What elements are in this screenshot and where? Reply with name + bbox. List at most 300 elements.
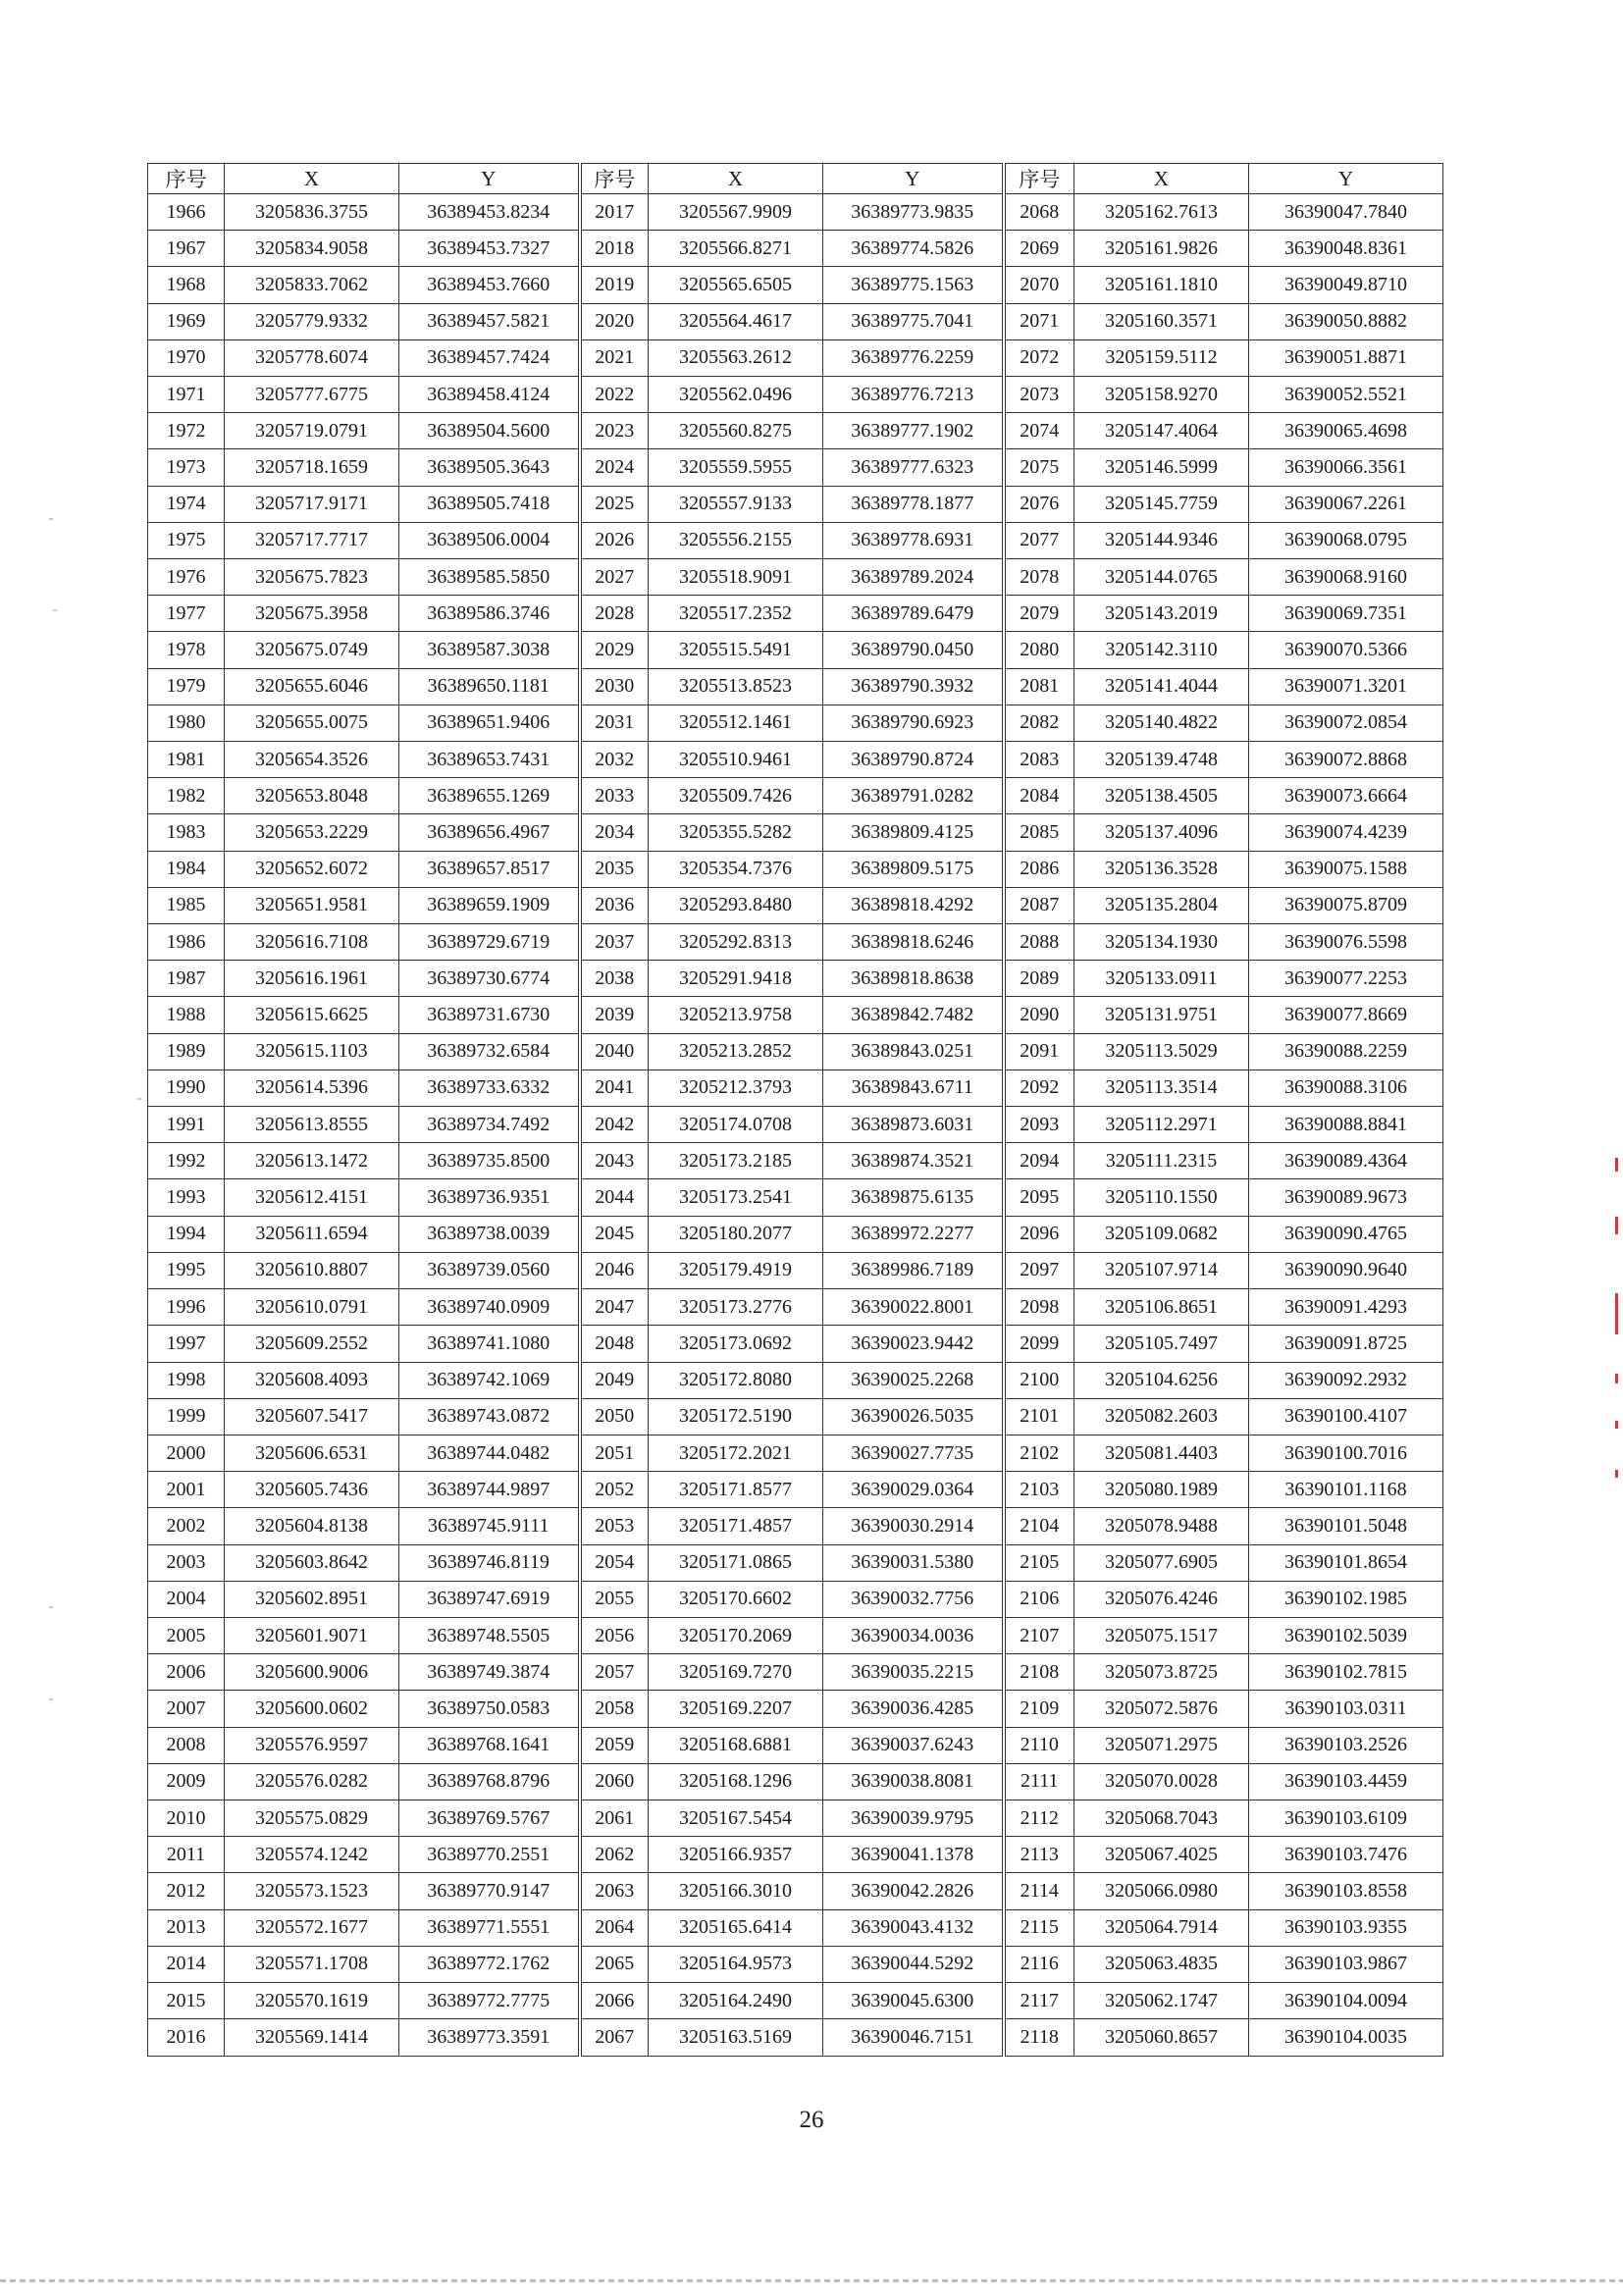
col-header-x: X bbox=[1074, 164, 1249, 194]
cell-x: 3205166.9357 bbox=[649, 1837, 823, 1873]
cell-id: 2084 bbox=[1004, 778, 1074, 814]
table-row bbox=[148, 1837, 1443, 1873]
cell-x: 3205675.7823 bbox=[225, 559, 399, 596]
cell-y: 36390100.7016 bbox=[1249, 1435, 1443, 1471]
cell-y: 36389775.1563 bbox=[823, 267, 1004, 303]
cell-x: 3205070.0028 bbox=[1074, 1763, 1249, 1800]
cell-id: 2080 bbox=[1004, 632, 1074, 668]
cell-y: 36389650.1181 bbox=[399, 668, 580, 704]
cell-id: 2014 bbox=[148, 1946, 225, 1982]
cell-x: 3205653.8048 bbox=[225, 778, 399, 814]
cell-x: 3205606.6531 bbox=[225, 1435, 399, 1471]
cell-id: 1986 bbox=[148, 924, 225, 961]
cell-id: 2001 bbox=[148, 1472, 225, 1508]
cell-x: 3205291.9418 bbox=[649, 961, 823, 997]
cell-x: 3205600.9006 bbox=[225, 1654, 399, 1691]
cell-id: 2034 bbox=[580, 814, 649, 851]
cell-y: 36389453.7660 bbox=[399, 267, 580, 303]
cell-x: 3205564.4617 bbox=[649, 303, 823, 339]
cell-x: 3205571.1708 bbox=[225, 1946, 399, 1982]
cell-x: 3205565.6505 bbox=[649, 267, 823, 303]
table-row bbox=[148, 231, 1443, 267]
cell-y: 36389655.1269 bbox=[399, 778, 580, 814]
cell-y: 36389773.9835 bbox=[823, 194, 1004, 231]
table-row bbox=[148, 1179, 1443, 1216]
cell-id: 2076 bbox=[1004, 486, 1074, 522]
col-header-y: Y bbox=[1249, 164, 1443, 194]
bottom-rule bbox=[0, 2279, 1623, 2282]
cell-id: 2102 bbox=[1004, 1435, 1074, 1471]
cell-x: 3205172.2021 bbox=[649, 1435, 823, 1471]
cell-id: 2036 bbox=[580, 887, 649, 923]
cell-y: 36390051.8871 bbox=[1249, 339, 1443, 376]
cell-x: 3205651.9581 bbox=[225, 887, 399, 923]
cell-x: 3205168.6881 bbox=[649, 1727, 823, 1763]
cell-x: 3205075.1517 bbox=[1074, 1617, 1249, 1653]
cell-y: 36389770.2551 bbox=[399, 1837, 580, 1873]
cell-x: 3205613.1472 bbox=[225, 1143, 399, 1179]
table-row bbox=[148, 887, 1443, 923]
cell-y: 36389972.2277 bbox=[823, 1216, 1004, 1252]
cell-x: 3205076.4246 bbox=[1074, 1581, 1249, 1617]
col-header-id: 序号 bbox=[580, 164, 649, 194]
cell-x: 3205779.9332 bbox=[225, 303, 399, 339]
cell-id: 2022 bbox=[580, 377, 649, 413]
cell-y: 36390102.7815 bbox=[1249, 1654, 1443, 1691]
cell-id: 1972 bbox=[148, 413, 225, 449]
scan-speck bbox=[137, 1098, 141, 1100]
cell-y: 36389585.5850 bbox=[399, 559, 580, 596]
cell-id: 2035 bbox=[580, 851, 649, 887]
cell-x: 3205077.6905 bbox=[1074, 1544, 1249, 1581]
cell-x: 3205575.0829 bbox=[225, 1800, 399, 1836]
cell-y: 36389776.2259 bbox=[823, 339, 1004, 376]
cell-y: 36389875.6135 bbox=[823, 1179, 1004, 1216]
cell-x: 3205110.1550 bbox=[1074, 1179, 1249, 1216]
cell-id: 1985 bbox=[148, 887, 225, 923]
cell-id: 2103 bbox=[1004, 1472, 1074, 1508]
cell-x: 3205610.8807 bbox=[225, 1252, 399, 1288]
cell-y: 36389743.0872 bbox=[399, 1398, 580, 1435]
cell-y: 36389745.9111 bbox=[399, 1508, 580, 1544]
cell-id: 2019 bbox=[580, 267, 649, 303]
cell-x: 3205143.2019 bbox=[1074, 596, 1249, 632]
cell-x: 3205080.1989 bbox=[1074, 1472, 1249, 1508]
cell-id: 2050 bbox=[580, 1398, 649, 1435]
cell-id: 2096 bbox=[1004, 1216, 1074, 1252]
cell-id: 1969 bbox=[148, 303, 225, 339]
cell-x: 3205066.0980 bbox=[1074, 1873, 1249, 1909]
cell-y: 36390077.8669 bbox=[1249, 997, 1443, 1033]
cell-x: 3205292.8313 bbox=[649, 924, 823, 961]
cell-y: 36389775.7041 bbox=[823, 303, 1004, 339]
scan-speck bbox=[49, 518, 53, 520]
cell-id: 2021 bbox=[580, 339, 649, 376]
cell-x: 3205068.7043 bbox=[1074, 1800, 1249, 1836]
cell-y: 36390072.8868 bbox=[1249, 742, 1443, 778]
cell-x: 3205064.7914 bbox=[1074, 1909, 1249, 1946]
table-row bbox=[148, 632, 1443, 668]
cell-x: 3205167.5454 bbox=[649, 1800, 823, 1836]
cell-y: 36389659.1909 bbox=[399, 887, 580, 923]
scan-edge-mark bbox=[1615, 1374, 1618, 1383]
cell-x: 3205605.7436 bbox=[225, 1472, 399, 1508]
cell-id: 1980 bbox=[148, 704, 225, 741]
cell-y: 36389791.0282 bbox=[823, 778, 1004, 814]
cell-x: 3205111.2315 bbox=[1074, 1143, 1249, 1179]
table-row bbox=[148, 449, 1443, 486]
cell-x: 3205173.2776 bbox=[649, 1289, 823, 1326]
cell-x: 3205557.9133 bbox=[649, 486, 823, 522]
cell-y: 36390101.8654 bbox=[1249, 1544, 1443, 1581]
scan-edge-mark bbox=[1615, 1470, 1618, 1478]
cell-y: 36390076.5598 bbox=[1249, 924, 1443, 961]
cell-y: 36389453.7327 bbox=[399, 231, 580, 267]
cell-id: 2066 bbox=[580, 1982, 649, 2018]
cell-x: 3205105.7497 bbox=[1074, 1326, 1249, 1362]
table-row bbox=[148, 1617, 1443, 1653]
col-header-x: X bbox=[649, 164, 823, 194]
cell-y: 36390101.5048 bbox=[1249, 1508, 1443, 1544]
cell-y: 36389818.8638 bbox=[823, 961, 1004, 997]
cell-id: 2007 bbox=[148, 1691, 225, 1727]
scan-speck bbox=[53, 609, 57, 611]
cell-id: 2046 bbox=[580, 1252, 649, 1288]
cell-id: 2110 bbox=[1004, 1727, 1074, 1763]
cell-x: 3205073.8725 bbox=[1074, 1654, 1249, 1691]
cell-x: 3205138.4505 bbox=[1074, 778, 1249, 814]
cell-id: 2087 bbox=[1004, 887, 1074, 923]
table-row bbox=[148, 596, 1443, 632]
cell-id: 1983 bbox=[148, 814, 225, 851]
table-row bbox=[148, 1472, 1443, 1508]
cell-y: 36389748.5505 bbox=[399, 1617, 580, 1653]
cell-x: 3205140.4822 bbox=[1074, 704, 1249, 741]
cell-id: 2071 bbox=[1004, 303, 1074, 339]
cell-y: 36389458.4124 bbox=[399, 377, 580, 413]
cell-y: 36390042.2826 bbox=[823, 1873, 1004, 1909]
cell-y: 36390103.6109 bbox=[1249, 1800, 1443, 1836]
cell-x: 3205131.9751 bbox=[1074, 997, 1249, 1033]
col-header-y: Y bbox=[399, 164, 580, 194]
cell-id: 2117 bbox=[1004, 1982, 1074, 2018]
cell-id: 2090 bbox=[1004, 997, 1074, 1033]
cell-id: 2006 bbox=[148, 1654, 225, 1691]
cell-x: 3205134.1930 bbox=[1074, 924, 1249, 961]
cell-y: 36389809.5175 bbox=[823, 851, 1004, 887]
cell-y: 36390043.4132 bbox=[823, 1909, 1004, 1946]
cell-id: 1987 bbox=[148, 961, 225, 997]
cell-y: 36390052.5521 bbox=[1249, 377, 1443, 413]
col-header-id: 序号 bbox=[1004, 164, 1074, 194]
cell-x: 3205107.9714 bbox=[1074, 1252, 1249, 1288]
cell-y: 36389790.0450 bbox=[823, 632, 1004, 668]
cell-y: 36389651.9406 bbox=[399, 704, 580, 741]
cell-x: 3205833.7062 bbox=[225, 267, 399, 303]
cell-id: 2059 bbox=[580, 1727, 649, 1763]
cell-x: 3205718.1659 bbox=[225, 449, 399, 486]
cell-x: 3205213.2852 bbox=[649, 1033, 823, 1070]
cell-y: 36389778.1877 bbox=[823, 486, 1004, 522]
cell-y: 36390067.2261 bbox=[1249, 486, 1443, 522]
table-row bbox=[148, 778, 1443, 814]
cell-id: 1998 bbox=[148, 1362, 225, 1398]
cell-id: 2057 bbox=[580, 1654, 649, 1691]
cell-x: 3205071.2975 bbox=[1074, 1727, 1249, 1763]
cell-y: 36390065.4698 bbox=[1249, 413, 1443, 449]
cell-y: 36390088.2259 bbox=[1249, 1033, 1443, 1070]
table-row bbox=[148, 704, 1443, 741]
cell-y: 36390068.0795 bbox=[1249, 522, 1443, 558]
cell-id: 1996 bbox=[148, 1289, 225, 1326]
cell-x: 3205172.8080 bbox=[649, 1362, 823, 1398]
cell-y: 36390088.8841 bbox=[1249, 1107, 1443, 1143]
table-row bbox=[148, 742, 1443, 778]
table-row bbox=[148, 1070, 1443, 1106]
cell-id: 2051 bbox=[580, 1435, 649, 1471]
cell-y: 36389729.6719 bbox=[399, 924, 580, 961]
cell-x: 3205067.4025 bbox=[1074, 1837, 1249, 1873]
cell-x: 3205081.4403 bbox=[1074, 1435, 1249, 1471]
cell-x: 3205112.2971 bbox=[1074, 1107, 1249, 1143]
cell-id: 2088 bbox=[1004, 924, 1074, 961]
table-row bbox=[148, 1289, 1443, 1326]
cell-id: 2079 bbox=[1004, 596, 1074, 632]
cell-id: 2049 bbox=[580, 1362, 649, 1398]
cell-x: 3205180.2077 bbox=[649, 1216, 823, 1252]
cell-y: 36389772.1762 bbox=[399, 1946, 580, 1982]
cell-y: 36390039.9795 bbox=[823, 1800, 1004, 1836]
cell-y: 36390103.7476 bbox=[1249, 1837, 1443, 1873]
scan-speck bbox=[49, 1698, 53, 1700]
table-row bbox=[148, 267, 1443, 303]
table-row bbox=[148, 1362, 1443, 1398]
cell-id: 2010 bbox=[148, 1800, 225, 1836]
cell-x: 3205574.1242 bbox=[225, 1837, 399, 1873]
table-row bbox=[148, 1107, 1443, 1143]
cell-y: 36389505.7418 bbox=[399, 486, 580, 522]
cell-y: 36389873.6031 bbox=[823, 1107, 1004, 1143]
cell-id: 2032 bbox=[580, 742, 649, 778]
cell-y: 36389732.6584 bbox=[399, 1033, 580, 1070]
cell-id: 1979 bbox=[148, 668, 225, 704]
cell-x: 3205162.7613 bbox=[1074, 194, 1249, 231]
table-row bbox=[148, 303, 1443, 339]
cell-y: 36389776.7213 bbox=[823, 377, 1004, 413]
cell-id: 2092 bbox=[1004, 1070, 1074, 1106]
cell-id: 1975 bbox=[148, 522, 225, 558]
cell-id: 2005 bbox=[148, 1617, 225, 1653]
cell-id: 2093 bbox=[1004, 1107, 1074, 1143]
cell-x: 3205293.8480 bbox=[649, 887, 823, 923]
cell-y: 36390101.1168 bbox=[1249, 1472, 1443, 1508]
cell-y: 36389744.0482 bbox=[399, 1435, 580, 1471]
cell-y: 36390044.5292 bbox=[823, 1946, 1004, 1982]
cell-id: 2043 bbox=[580, 1143, 649, 1179]
cell-id: 1981 bbox=[148, 742, 225, 778]
cell-id: 2109 bbox=[1004, 1691, 1074, 1727]
cell-y: 36389457.5821 bbox=[399, 303, 580, 339]
cell-id: 2037 bbox=[580, 924, 649, 961]
table-row bbox=[148, 339, 1443, 376]
cell-id: 2048 bbox=[580, 1326, 649, 1362]
cell-x: 3205146.5999 bbox=[1074, 449, 1249, 486]
cell-id: 2075 bbox=[1004, 449, 1074, 486]
cell-x: 3205613.8555 bbox=[225, 1107, 399, 1143]
cell-x: 3205510.9461 bbox=[649, 742, 823, 778]
cell-x: 3205836.3755 bbox=[225, 194, 399, 231]
table-row bbox=[148, 814, 1443, 851]
cell-x: 3205135.2804 bbox=[1074, 887, 1249, 923]
cell-x: 3205133.0911 bbox=[1074, 961, 1249, 997]
cell-y: 36389790.6923 bbox=[823, 704, 1004, 741]
cell-y: 36390103.8558 bbox=[1249, 1873, 1443, 1909]
cell-id: 2015 bbox=[148, 1982, 225, 2018]
cell-y: 36389740.0909 bbox=[399, 1289, 580, 1326]
cell-x: 3205113.3514 bbox=[1074, 1070, 1249, 1106]
cell-id: 2111 bbox=[1004, 1763, 1074, 1800]
cell-y: 36389770.9147 bbox=[399, 1873, 580, 1909]
cell-x: 3205161.9826 bbox=[1074, 231, 1249, 267]
cell-x: 3205567.9909 bbox=[649, 194, 823, 231]
cell-x: 3205778.6074 bbox=[225, 339, 399, 376]
table-row bbox=[148, 1763, 1443, 1800]
table-row bbox=[148, 1216, 1443, 1252]
cell-x: 3205179.4919 bbox=[649, 1252, 823, 1288]
cell-x: 3205169.2207 bbox=[649, 1691, 823, 1727]
cell-id: 1982 bbox=[148, 778, 225, 814]
cell-id: 2045 bbox=[580, 1216, 649, 1252]
cell-x: 3205612.4151 bbox=[225, 1179, 399, 1216]
cell-x: 3205169.7270 bbox=[649, 1654, 823, 1691]
cell-id: 2042 bbox=[580, 1107, 649, 1143]
cell-x: 3205170.2069 bbox=[649, 1617, 823, 1653]
cell-y: 36390073.6664 bbox=[1249, 778, 1443, 814]
cell-y: 36390035.2215 bbox=[823, 1654, 1004, 1691]
cell-id: 2115 bbox=[1004, 1909, 1074, 1946]
table-row bbox=[148, 851, 1443, 887]
cell-x: 3205158.9270 bbox=[1074, 377, 1249, 413]
cell-x: 3205082.2603 bbox=[1074, 1398, 1249, 1435]
cell-y: 36390023.9442 bbox=[823, 1326, 1004, 1362]
cell-id: 2030 bbox=[580, 668, 649, 704]
cell-x: 3205517.2352 bbox=[649, 596, 823, 632]
table-row bbox=[148, 413, 1443, 449]
cell-y: 36390030.2914 bbox=[823, 1508, 1004, 1544]
cell-id: 2026 bbox=[580, 522, 649, 558]
cell-x: 3205576.9597 bbox=[225, 1727, 399, 1763]
cell-y: 36389809.4125 bbox=[823, 814, 1004, 851]
col-header-x: X bbox=[225, 164, 399, 194]
cell-x: 3205570.1619 bbox=[225, 1982, 399, 2018]
table-row bbox=[148, 1654, 1443, 1691]
page-number: 26 bbox=[799, 2107, 824, 2133]
cell-y: 36390026.5035 bbox=[823, 1398, 1004, 1435]
cell-y: 36389657.8517 bbox=[399, 851, 580, 887]
cell-x: 3205173.2185 bbox=[649, 1143, 823, 1179]
cell-id: 2039 bbox=[580, 997, 649, 1033]
cell-y: 36390102.1985 bbox=[1249, 1581, 1443, 1617]
cell-id: 2053 bbox=[580, 1508, 649, 1544]
cell-x: 3205164.9573 bbox=[649, 1946, 823, 1982]
cell-id: 2112 bbox=[1004, 1800, 1074, 1836]
cell-id: 2078 bbox=[1004, 559, 1074, 596]
cell-y: 36390068.9160 bbox=[1249, 559, 1443, 596]
cell-y: 36390041.1378 bbox=[823, 1837, 1004, 1873]
cell-y: 36389750.0583 bbox=[399, 1691, 580, 1727]
cell-y: 36389747.6919 bbox=[399, 1581, 580, 1617]
cell-x: 3205600.0602 bbox=[225, 1691, 399, 1727]
cell-x: 3205675.0749 bbox=[225, 632, 399, 668]
cell-id: 2070 bbox=[1004, 267, 1074, 303]
cell-x: 3205614.5396 bbox=[225, 1070, 399, 1106]
table-row bbox=[148, 1946, 1443, 1982]
cell-id: 2065 bbox=[580, 1946, 649, 1982]
cell-id: 2062 bbox=[580, 1837, 649, 1873]
cell-x: 3205717.7717 bbox=[225, 522, 399, 558]
cell-y: 36389769.5767 bbox=[399, 1800, 580, 1836]
cell-id: 2009 bbox=[148, 1763, 225, 1800]
cell-y: 36389653.7431 bbox=[399, 742, 580, 778]
cell-id: 2085 bbox=[1004, 814, 1074, 851]
cell-id: 1984 bbox=[148, 851, 225, 887]
cell-id: 2031 bbox=[580, 704, 649, 741]
cell-id: 2068 bbox=[1004, 194, 1074, 231]
cell-y: 36389656.4967 bbox=[399, 814, 580, 851]
cell-x: 3205610.0791 bbox=[225, 1289, 399, 1326]
cell-x: 3205513.8523 bbox=[649, 668, 823, 704]
cell-x: 3205563.2612 bbox=[649, 339, 823, 376]
cell-id: 2003 bbox=[148, 1544, 225, 1581]
cell-y: 36390036.4285 bbox=[823, 1691, 1004, 1727]
cell-x: 3205163.5169 bbox=[649, 2019, 823, 2057]
cell-y: 36390070.5366 bbox=[1249, 632, 1443, 668]
cell-id: 2089 bbox=[1004, 961, 1074, 997]
cell-x: 3205164.2490 bbox=[649, 1982, 823, 2018]
cell-id: 2052 bbox=[580, 1472, 649, 1508]
cell-id: 1997 bbox=[148, 1326, 225, 1362]
cell-id: 2082 bbox=[1004, 704, 1074, 741]
cell-y: 36389771.5551 bbox=[399, 1909, 580, 1946]
cell-x: 3205777.6775 bbox=[225, 377, 399, 413]
cell-x: 3205562.0496 bbox=[649, 377, 823, 413]
cell-x: 3205072.5876 bbox=[1074, 1691, 1249, 1727]
cell-y: 36390050.8882 bbox=[1249, 303, 1443, 339]
cell-x: 3205719.0791 bbox=[225, 413, 399, 449]
cell-x: 3205355.5282 bbox=[649, 814, 823, 851]
cell-y: 36390027.7735 bbox=[823, 1435, 1004, 1471]
cell-x: 3205165.6414 bbox=[649, 1909, 823, 1946]
cell-y: 36390072.0854 bbox=[1249, 704, 1443, 741]
cell-x: 3205559.5955 bbox=[649, 449, 823, 486]
cell-id: 1966 bbox=[148, 194, 225, 231]
cell-id: 2116 bbox=[1004, 1946, 1074, 1982]
cell-id: 2105 bbox=[1004, 1544, 1074, 1581]
table-row bbox=[148, 1909, 1443, 1946]
col-header-id: 序号 bbox=[148, 164, 225, 194]
cell-y: 36389874.3521 bbox=[823, 1143, 1004, 1179]
cell-id: 2064 bbox=[580, 1909, 649, 1946]
cell-id: 1995 bbox=[148, 1252, 225, 1288]
cell-id: 2004 bbox=[148, 1581, 225, 1617]
cell-x: 3205609.2552 bbox=[225, 1326, 399, 1362]
cell-x: 3205603.8642 bbox=[225, 1544, 399, 1581]
cell-id: 2040 bbox=[580, 1033, 649, 1070]
cell-x: 3205136.3528 bbox=[1074, 851, 1249, 887]
cell-y: 36389818.6246 bbox=[823, 924, 1004, 961]
cell-x: 3205354.7376 bbox=[649, 851, 823, 887]
cell-y: 36389986.7189 bbox=[823, 1252, 1004, 1288]
